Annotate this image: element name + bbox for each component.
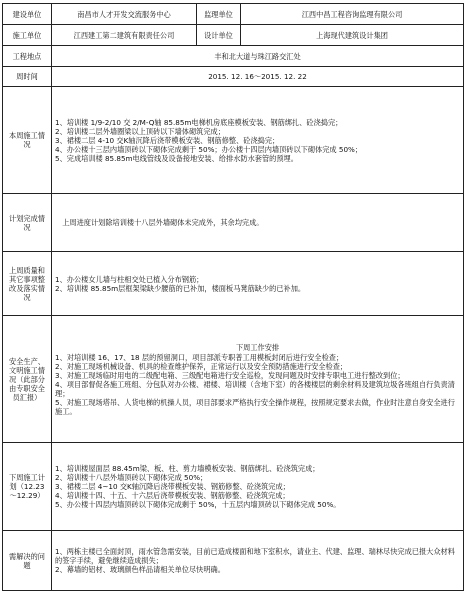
construction-unit-value: 南昌市人才开发交流服务中心 — [52, 4, 197, 25]
row-quality-issues — [3, 252, 464, 316]
list-item: 5、办公楼十四层内墙顶砖以下砌体完成剩于 50%，十五层内墙顶砖以下砌体完成 50%。 — [55, 500, 341, 509]
plan-completion-content — [52, 194, 464, 252]
construction-unit-label: 建设单位 — [3, 4, 52, 25]
list-item: 2、培训楼 85.85m层框架梁缺少腰筋的已补加，楼面板马凳筋缺少的已补加。 — [55, 283, 306, 293]
weekly-report-table — [2, 3, 464, 591]
supervision-unit-value: 江西中昌工程咨询监理有限公司 — [241, 4, 464, 25]
period-label: 周时间 — [3, 67, 52, 87]
contractor-value: 江西建工第二建筑有限责任公司 — [52, 25, 197, 46]
plan-completion-text: 上周进度计划除培训楼十八层外墙砌体未完成外，其余均完成。 — [62, 218, 264, 227]
list-item: 1、培训楼 1/9-2/10 交 2/M-Q轴 85.85m电梯机房底座模板安装、钢筋绑扎、砼浇捣完； — [55, 117, 343, 127]
list-item: 5、完成培训楼 85.85m电线管线及设备接地安装、给排水防水套管的预埋。 — [55, 153, 298, 163]
next-week-label: 下周施工计划（12.23～12.29） — [3, 443, 52, 531]
contractor-label: 施工单位 — [3, 25, 52, 46]
period-value: 2015. 12. 16～2015. 12. 22 — [52, 67, 464, 87]
row-next-week — [3, 443, 464, 531]
quality-issues-label: 上周质量和其它事项整改及落实情况 — [3, 252, 52, 316]
list-item: 2、培训楼二层外墙圈梁以上顶砖以下墙体砌筑完成； — [55, 126, 225, 136]
list-item: 2、幕墙的铝材、玻璃颜色样品请相关单位尽快明确。 — [55, 565, 225, 574]
list-item: 1、培训楼屋面层 88.45m梁、板、柱、剪力墙模板安装、钢筋绑扎、砼浇筑完成； — [55, 464, 320, 473]
this-week-label: 本周施工情况 — [3, 87, 52, 194]
row-construction-supervision — [3, 4, 464, 25]
list-item: 1、两栋主楼已全面封顶，雨水管急需安装，目前已造成楼面和地下室积水，请业主、代建、监理、瑞林尽快完成已报大众材料的签字手续，避免继续造成损失； — [55, 547, 455, 565]
row-issues — [3, 531, 464, 591]
safety-content — [52, 316, 464, 443]
list-item: 3、裙楼二层 4-10 交K轴沉降后浇带模板安装、钢筋修整、砼浇捣完； — [55, 135, 280, 145]
row-period — [3, 67, 464, 87]
design-unit-value: 上海现代建筑设计集团 — [241, 25, 464, 46]
list-item: 4、培训楼十四、十五、十六层后浇带模板安装、钢筋修整、砼浇筑完成； — [55, 491, 290, 500]
quality-issues-content — [52, 252, 464, 316]
row-plan-completion — [3, 194, 464, 252]
location-label: 工程地点 — [3, 46, 52, 67]
row-this-week — [3, 87, 464, 194]
this-week-content — [52, 87, 464, 194]
row-location — [3, 46, 464, 67]
issues-content — [52, 531, 464, 591]
safety-section-title: 下周工作安排 — [235, 342, 280, 352]
design-unit-label: 设计单位 — [197, 25, 241, 46]
list-item: 4、项目部督促各施工班组、分包队对办公楼、裙楼、培训楼（含地下室）的各楼楼层的剩余材料及建筑垃圾各班组自行负责清理； — [55, 379, 455, 398]
row-contractor-design — [3, 25, 464, 46]
list-item: 2、对施工现场机械设备、机具的检查维护保养，正常运行以及安全预防措施进行安全检查； — [55, 361, 348, 371]
list-item: 5、对施工现场塔吊、人货电梯的机操人员，项目部要求严格执行安全操作规程，按照规定要求去做，作业时注意自身安全进行施工。 — [55, 397, 455, 416]
plan-completion-label: 计划完成情况 — [3, 194, 52, 252]
row-safety — [3, 316, 464, 443]
list-item: 3、裙楼二层 4~10 交K轴沉降后浇带模板安装、钢筋修整、砼浇筑完成； — [55, 482, 290, 491]
location-value: 丰和北大道与珠江路交汇处 — [52, 46, 464, 67]
safety-label: 安全生产、文明施工情况（此部分由专职安全员汇报） — [3, 316, 52, 443]
list-item: 2、培训楼十八层外墙顶砖以下砌体完成 50%； — [55, 473, 208, 482]
supervision-unit-label: 监理单位 — [197, 4, 241, 25]
list-item: 3、对施工现场临时用电的二级配电箱、三级配电箱进行安全巡检，发现问题及时安排专职电工进行整改到位； — [55, 370, 405, 380]
next-week-content — [52, 443, 464, 531]
list-item: 1、办公楼女儿墙与柱相交处已植入分布钢筋； — [55, 274, 204, 284]
list-item: 1、对培训楼 16、17、18 层的预留洞口，项目部派专职普工用模板封闭后进行安全检查； — [55, 352, 344, 362]
issues-label: 需解决的问题 — [3, 531, 52, 591]
list-item: 4、办公楼十三层内墙顶砖以下砌体完成剩于 50%；办公楼十四层内墙顶砖以下砌体完成 50%； — [55, 144, 363, 154]
